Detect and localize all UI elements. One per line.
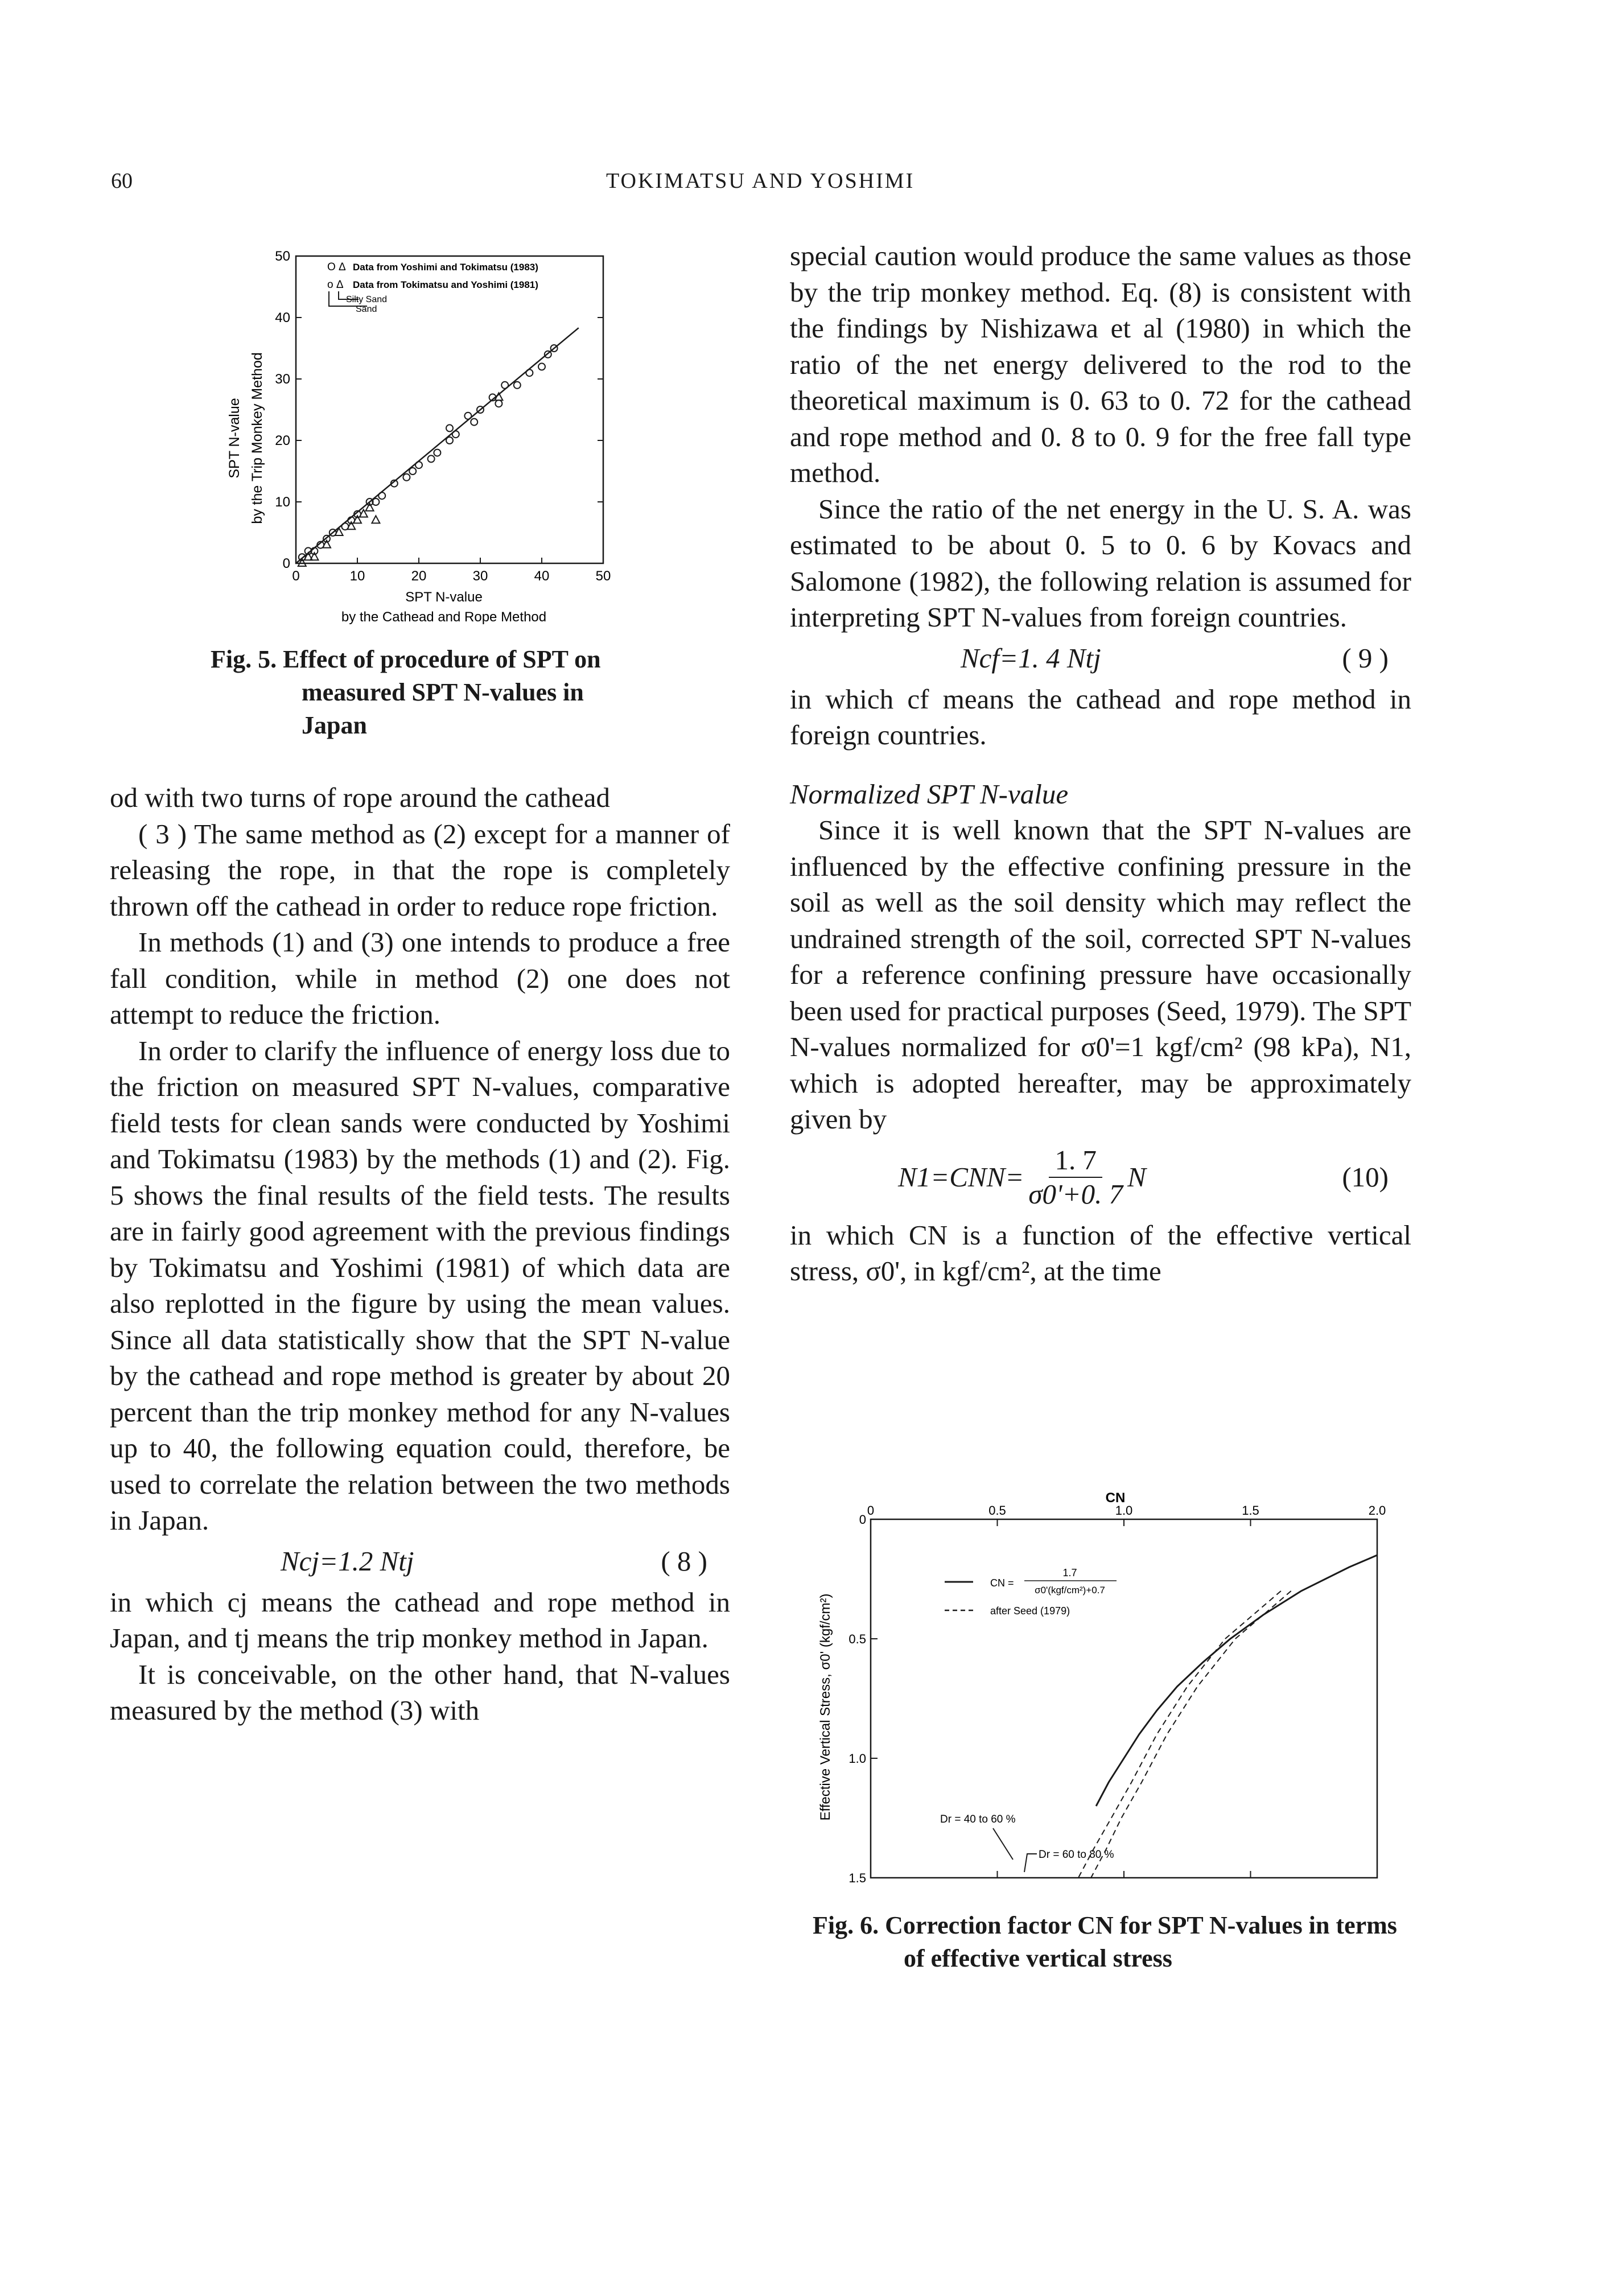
fig6-ytick-label: 1.5 [848,1871,866,1885]
equation-8-body: Ncj=1.2 Ntj [281,1545,414,1577]
fig6-xtick-label: 2.0 [1368,1503,1386,1518]
fig5-xlabel-line2: by the Cathead and Rope Method [341,609,547,625]
fig6-legend-solid-label: CN = [990,1577,1014,1589]
left-paragraph-6: It is conceivable, on the other hand, that N-values measured by the method (3) with [110,1658,730,1726]
section-heading-normalized-spt: Normalized SPT N-value [790,778,1069,810]
fig6-caption-text: Correction factor CN for SPT N-values in terms of effective vertical stress [885,1911,1397,1972]
equation-10 [790,1137,1411,1217]
fig5-xtick-label: 10 [349,568,365,584]
right-paragraph-4: Since it is well known that the SPT N-values are influenced by the effective confining pressure in the soil as well as the soil density which may reflect the undrained strength of the soil, corrected SPT N-values for a reference confining pressure have occasionally been used for practical purposes (Seed, 1979). The SPT N-values normalized for σ0'=1 kgf/cm² (98 kPa), N1, which is adopted hereafter, may be approximately given by [790,814,1411,1135]
fig6-xtick-label: 0 [867,1503,875,1518]
fig6-caption [813,1909,1416,1975]
fig5-point-sand [464,413,471,419]
fig5-point-sand [471,419,477,426]
equation-10-lhs: N1=CNN= [898,1161,1024,1193]
fig5-ylabel-line1: SPT N-value [226,398,242,479]
fig5-point-sand [526,369,533,376]
fig5-point-sand [514,382,521,389]
fig5-xtick-label: 0 [292,568,300,584]
right-paragraph-3: in which cf means the cathead and rope method in foreign countries. [790,683,1411,751]
fig5-point-sand [415,461,422,468]
fig6-xtick-label: 1.0 [1115,1503,1133,1518]
fig5-point-sand [403,474,410,481]
equation-9-body: Ncf=1. 4 Ntj [961,642,1101,674]
fig5-legend-symbols-1: O Δ [327,261,346,273]
fig5-caption-label: Fig. 5. [211,645,277,673]
fig6-annotation-dr-40-60: Dr = 40 to 60 % [940,1813,1016,1825]
fig6-chart [808,1485,1423,1901]
fig5-xtick-label: 40 [534,568,550,584]
fig5-legend-sand: Sand [356,304,377,314]
equation-10-rhs: N [1127,1161,1146,1193]
fig6-ytick-label: 0.5 [848,1632,866,1646]
fig5-ytick-label: 30 [275,372,290,387]
fig5-legend-1: Data from Yoshimi and Tokimatsu (1983) [353,262,538,273]
fig5-point-sand [428,455,435,462]
fig6-caption-label: Fig. 6. [813,1911,879,1939]
equation-10-numerator: 1. 7 [1049,1144,1102,1178]
fig5-frame [296,256,603,563]
page-number: 60 [111,169,133,193]
fig5-ytick-label: 20 [275,433,290,448]
fig6-xtick-label: 0.5 [988,1503,1006,1518]
equation-10-fraction [1028,1144,1123,1211]
fig5-point-sand [409,468,416,475]
fig5-point-sand [378,492,385,499]
right-paragraph-1: special caution would produce the same values as those by the trip monkey method. Eq. (8) is consistent with the findings by Nishizawa et al (1980) in which the ratio of the net energy delivered to the rod to the theoretical maximum is 0. 63 to 0. 72 for the cathead and rope method and 0. 8 to 0. 9 for the free fall type method. [790,240,1411,488]
fig6-annotation-leader-2 [1024,1854,1037,1872]
fig5-chart [216,245,649,632]
fig5-point-sand [538,363,545,370]
left-paragraph-2: ( 3 ) The same method as (2) except for a manner of releasing the rope, in that the rope is completely thrown off the cathead in order to reduce rope friction. [110,818,730,922]
fig5-xtick-label: 20 [411,568,427,584]
left-paragraph-4: In order to clarify the influence of energy loss due to the friction on measured SPT N-values, comparative field tests for clean sands were conducted by Yoshimi and Tokimatsu (1983) by the methods (1) and (2). Fig. 5 shows the final results of the field tests. The results are in fairly good agreement with the previous findings by Tokimatsu and Yoshimi (1981) of which data are also replotted in the figure by using the mean values. Since all data statistically show that the SPT N-value by the cathead and rope method is greater by about 20 percent than the trip monkey method for any N-values up to 40, the following equation could, therefore, be used to correlate the relation between the two methods in Japan. [110,1034,730,1536]
fig5-ytick-label: 0 [282,556,290,571]
equation-9-number: ( 9 ) [1342,642,1389,674]
left-paragraph-5: in which cj means the cathead and rope method in Japan, and tj means the trip monkey method in Japan. [110,1586,730,1654]
fig6-legend-solid-den: σ0'(kgf/cm²)+0.7 [1035,1585,1105,1596]
equation-10-number: (10) [1342,1161,1389,1193]
fig6-ytick-label: 1.0 [848,1751,866,1766]
running-head: TOKIMATSU AND YOSHIMI [606,169,915,193]
fig6-ylabel: Effective Vertical Stress, σ0' (kgf/cm²) [818,1593,833,1821]
fig6-plot-area [848,1503,1386,1885]
fig5-point-sand [446,437,453,444]
fig5-ytick-label: 50 [275,249,290,264]
fig5-xtick-label: 50 [595,568,611,584]
fig5-ylabel-line2: by the Trip Monkey Method [249,352,265,524]
fig6-xlabel: CN [1105,1490,1126,1506]
fig5-point-sand [434,450,440,456]
left-paragraph-1: od with two turns of rope around the cathead [110,782,611,813]
fig5-point-sand [495,400,502,407]
equation-8 [110,1539,730,1584]
fig5-xlabel-line1: SPT N-value [405,590,483,605]
left-column [110,780,730,1729]
right-column [790,238,1411,1289]
fig5-point-sand [446,424,453,431]
fig5-caption [211,643,654,742]
fig5-legend-symbols-2: o Δ [327,279,344,291]
fig6-series-cn-formula [1096,1555,1377,1806]
fig5-point-sand [545,351,551,358]
fig6-annotation-dr-60-80: Dr = 60 to 80 % [1039,1849,1114,1861]
fig6-annotation-leader-1 [993,1828,1013,1860]
equation-8-number: ( 8 ) [661,1545,707,1577]
fig5-plot-area [275,249,611,584]
fig6-series-seed-1 [1078,1591,1281,1878]
fig6-ytick-label: 0 [859,1512,866,1527]
fig5-point-sand [452,431,459,438]
fig5-point-silty-sand [372,516,380,523]
fig5-ytick-label: 10 [275,494,290,510]
right-paragraph-5: in which CN is a function of the effective vertical stress, σ0', in kgf/cm², at the time [790,1219,1411,1287]
fig6-series-seed-2 [1091,1591,1291,1878]
equation-9 [790,636,1411,681]
fig5-xtick-label: 30 [472,568,488,584]
left-paragraph-3: In methods (1) and (3) one intends to produce a free fall condition, while in method (2) one does not attempt to reduce the friction. [110,926,730,1030]
fig6-xtick-label: 1.5 [1242,1503,1259,1518]
fig5-legend-silty: Silty Sand [346,295,388,304]
fig5-caption-text: Effect of procedure of SPT on measured SPT N-values in Japan [283,645,601,739]
fig5-point-sand [501,382,508,389]
fig5-ytick-label: 40 [275,310,290,325]
fig6-legend-solid-num: 1.7 [1062,1567,1077,1578]
equation-10-denominator: σ0'+0. 7 [1028,1178,1123,1210]
fig5-legend-2: Data from Tokimatsu and Yoshimi (1981) [353,279,538,290]
right-paragraph-2: Since the ratio of the net energy in the U. S. A. was estimated to be about 0. 5 to 0. 6 by Kovacs and Salomone (1982), the following relation is assumed for interpreting SPT N-values from foreign countries. [790,493,1411,633]
fig6-legend-dashed-label: after Seed (1979) [990,1605,1070,1617]
